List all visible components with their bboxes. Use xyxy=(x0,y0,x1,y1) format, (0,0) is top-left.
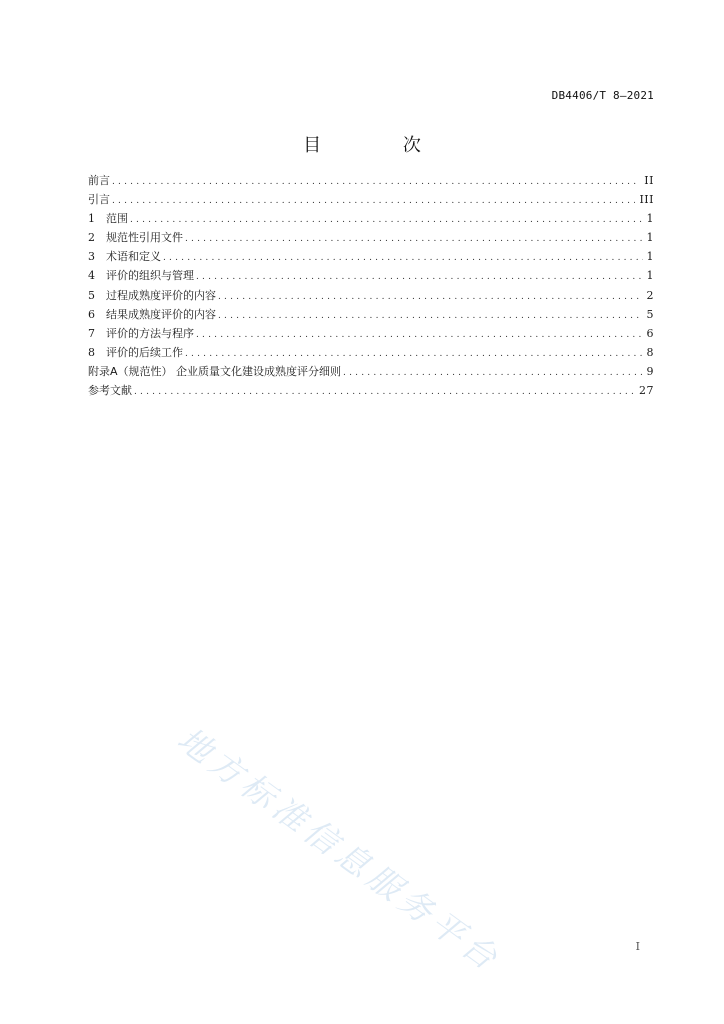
toc-entry-label: 范围 xyxy=(106,212,128,226)
toc-entry-page: 27 xyxy=(639,384,654,398)
toc-entry-8[interactable] xyxy=(88,343,654,362)
toc-entry-5[interactable] xyxy=(88,286,654,305)
toc-entry-label: 评价的组织与管理 xyxy=(106,269,194,283)
toc-leader-dots xyxy=(218,288,643,307)
toc-entry-page: 1 xyxy=(646,250,654,264)
toc-entry-page: II xyxy=(644,174,654,187)
toc-entry-page: 9 xyxy=(646,364,654,378)
toc-entry-page: 1 xyxy=(646,269,654,283)
toc-entry-number: 6 xyxy=(88,307,95,321)
toc-entry-page: 8 xyxy=(646,345,654,359)
toc-entry-label: 评价的方法与程序 xyxy=(106,326,194,340)
toc-entry-label: 结果成熟度评价的内容 xyxy=(106,307,216,321)
toc-entry-page: 1 xyxy=(646,212,654,226)
toc-entry-appendix-a[interactable] xyxy=(88,362,654,381)
toc-entry-introduction[interactable] xyxy=(88,190,654,209)
toc-leader-dots xyxy=(130,211,643,230)
toc-entry-label: 引言 xyxy=(88,193,110,207)
toc-entry-page: 1 xyxy=(646,231,654,245)
toc-entry-page: 5 xyxy=(646,307,654,321)
page-number: I xyxy=(635,940,640,953)
toc-entry-number: 7 xyxy=(88,326,95,340)
toc-leader-dots xyxy=(196,268,643,287)
toc-entry-label: 前言 xyxy=(88,174,110,187)
toc-leader-dots xyxy=(343,364,642,383)
toc-entry-4[interactable] xyxy=(88,266,654,285)
toc-entry-label: 术语和定义 xyxy=(106,250,161,264)
toc-entry-page: 6 xyxy=(646,326,654,340)
toc-entry-foreword[interactable] xyxy=(88,171,654,190)
toc-title: 目 次 xyxy=(303,135,459,156)
toc-entry-page: 2 xyxy=(646,288,654,302)
toc-entry-label: 规范性引用文件 xyxy=(106,231,183,245)
toc-entry-number: 3 xyxy=(88,250,95,264)
toc-entry-label: 评价的后续工作 xyxy=(106,345,183,359)
document-code: DB4406/T 8—2021 xyxy=(551,89,654,102)
toc-leader-dots xyxy=(112,192,635,211)
toc-entry-number: 8 xyxy=(88,345,95,359)
toc-leader-dots xyxy=(196,326,643,345)
table-of-contents xyxy=(88,171,654,400)
toc-leader-dots xyxy=(112,173,640,192)
toc-entry-3[interactable] xyxy=(88,247,654,266)
toc-entry-number: 5 xyxy=(88,288,95,302)
toc-entry-6[interactable] xyxy=(88,305,654,324)
toc-entry-number: 4 xyxy=(88,269,95,283)
toc-entry-page: III xyxy=(639,193,654,207)
toc-entry-2[interactable] xyxy=(88,228,654,247)
watermark: 地方标准信息服务平台 xyxy=(170,719,509,981)
toc-entry-7[interactable] xyxy=(88,324,654,343)
toc-leader-dots xyxy=(163,249,643,268)
toc-entry-number: 2 xyxy=(88,231,95,245)
toc-entry-label: 附录A（规范性） 企业质量文化建设成熟度评分细则 xyxy=(88,364,342,378)
toc-entry-references[interactable] xyxy=(88,381,654,400)
toc-entry-number: 1 xyxy=(88,212,95,226)
toc-entry-label: 过程成熟度评价的内容 xyxy=(106,288,216,302)
toc-entry-label: 参考文献 xyxy=(88,384,132,398)
toc-leader-dots xyxy=(185,230,643,249)
toc-leader-dots xyxy=(218,307,643,326)
toc-leader-dots xyxy=(134,383,635,402)
toc-entry-1[interactable] xyxy=(88,209,654,228)
